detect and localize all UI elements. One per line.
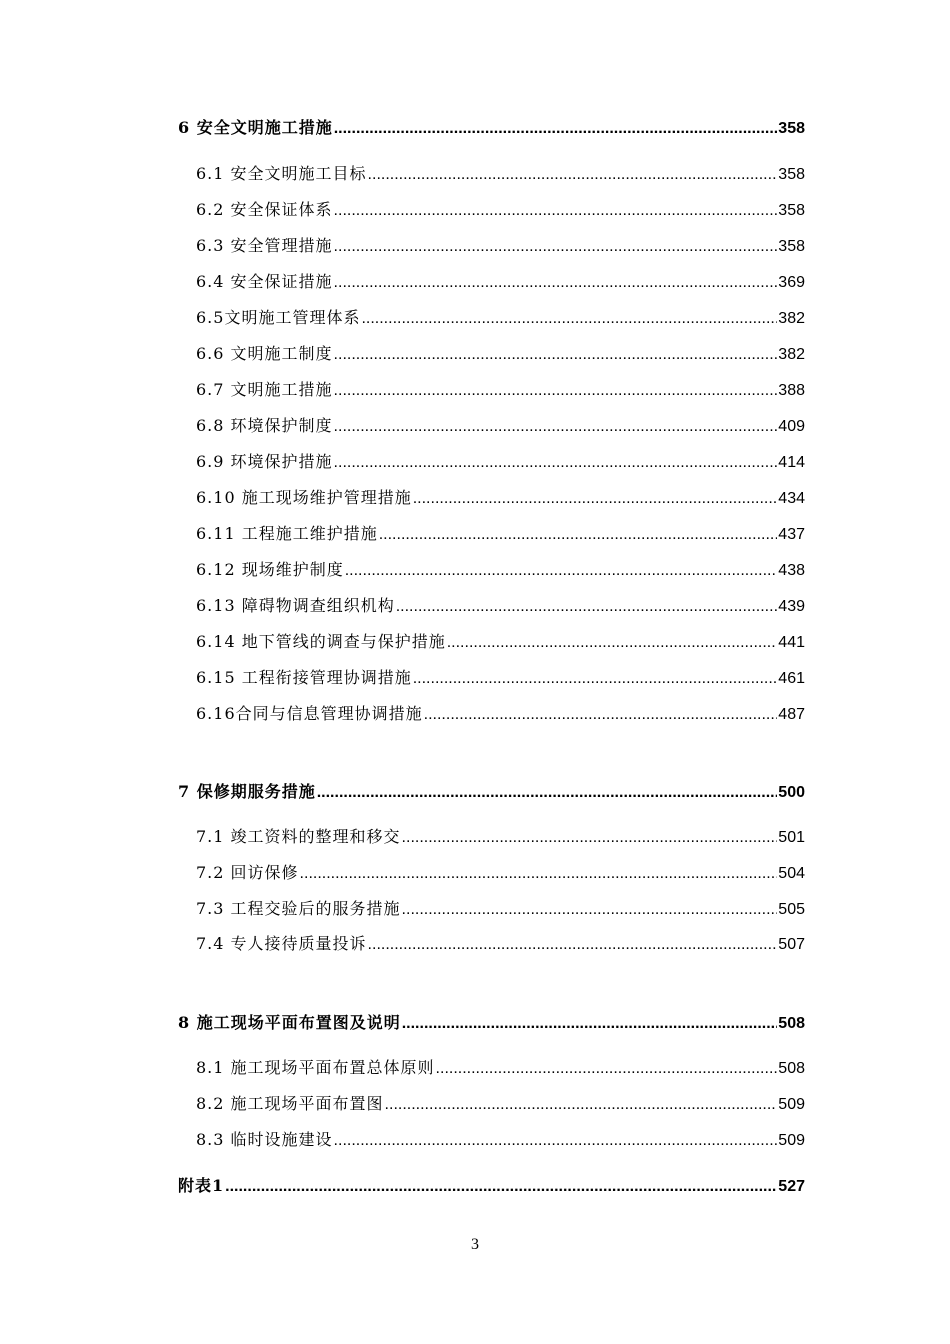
dot-leader	[402, 901, 778, 919]
toc-entry[interactable]	[0, 665, 950, 689]
toc-entry-page: 414	[778, 454, 805, 471]
toc-entry-label: 6.13 障碍物调查组织机构	[196, 596, 395, 615]
toc-entry-label: 6.12 现场维护制度	[196, 560, 344, 579]
dot-leader	[345, 562, 778, 580]
toc-entry[interactable]	[0, 449, 950, 473]
toc-entry-label: 6.6 文明施工制度	[196, 344, 333, 363]
toc-entry[interactable]	[0, 341, 950, 365]
toc-entry-page: 509	[778, 1096, 805, 1113]
toc-entry-page: 501	[778, 829, 805, 846]
toc-entry-page: 441	[778, 634, 805, 651]
toc-entry-page: 388	[778, 382, 805, 399]
toc-entry-label: 6.4 安全保证措施	[196, 272, 333, 291]
toc-entry[interactable]	[0, 593, 950, 617]
toc-entry[interactable]	[0, 377, 950, 401]
toc-entry-label: 8 施工现场平面布置图及说明	[178, 1013, 401, 1032]
dot-leader	[413, 670, 778, 688]
toc-entry-page: 382	[778, 346, 805, 363]
toc-entry-label: 6.14 地下管线的调查与保护措施	[196, 632, 446, 651]
dot-leader	[436, 1060, 778, 1078]
toc-entry-label: 8.1 施工现场平面布置总体原则	[196, 1058, 435, 1077]
toc-entry[interactable]	[0, 701, 950, 725]
dot-leader	[368, 936, 778, 954]
toc-entry[interactable]	[0, 1055, 950, 1079]
toc-entry[interactable]	[0, 161, 950, 185]
toc-entry-page: 504	[778, 865, 805, 882]
toc-entry-page: 358	[778, 202, 805, 219]
toc-entry[interactable]	[0, 931, 950, 955]
toc-entry-label: 6.3 安全管理措施	[196, 236, 333, 255]
toc-entry-page: 439	[778, 598, 805, 615]
toc-entry-label: 6.11 工程施工维护措施	[196, 524, 378, 543]
toc-entry-label: 7 保修期服务措施	[178, 782, 316, 801]
dot-leader	[385, 1096, 778, 1114]
toc-entry-page: 358	[778, 120, 805, 137]
toc-entry-page: 358	[778, 166, 805, 183]
dot-leader	[334, 202, 778, 220]
toc-entry[interactable]	[0, 1091, 950, 1115]
toc-entry[interactable]	[0, 824, 950, 848]
dot-leader	[334, 120, 778, 138]
toc-entry[interactable]	[0, 1127, 950, 1151]
dot-leader	[334, 418, 778, 436]
toc-entry[interactable]	[0, 557, 950, 581]
toc-entry-label: 6 安全文明施工措施	[178, 118, 333, 137]
toc-entry[interactable]	[0, 233, 950, 257]
toc-entry[interactable]	[0, 860, 950, 884]
toc-entry-page: 509	[778, 1132, 805, 1149]
toc-entry-label: 6.16合同与信息管理协调措施	[196, 704, 423, 723]
dot-leader	[379, 526, 778, 544]
toc-entry-label: 7.3 工程交验后的服务措施	[196, 899, 401, 918]
dot-leader	[361, 310, 777, 328]
dot-leader	[300, 865, 778, 883]
dot-leader	[368, 166, 778, 184]
toc-entry[interactable]	[0, 1173, 950, 1197]
dot-leader	[413, 490, 778, 508]
page-number: 3	[471, 1236, 479, 1253]
toc-entry-label: 6.5文明施工管理体系	[196, 308, 361, 327]
dot-leader	[402, 1015, 778, 1033]
toc-entry[interactable]	[0, 197, 950, 221]
toc-entry-page: 508	[778, 1060, 805, 1077]
toc-entry-page: 438	[778, 562, 805, 579]
toc-entry-page: 382	[778, 310, 805, 327]
dot-leader	[396, 598, 778, 616]
toc-entry[interactable]	[0, 269, 950, 293]
toc-entry[interactable]	[0, 115, 950, 139]
dot-leader	[334, 454, 778, 472]
toc-entry[interactable]	[0, 779, 950, 803]
dot-leader	[225, 1178, 777, 1196]
toc-entry-label: 6.10 施工现场维护管理措施	[196, 488, 412, 507]
dot-leader	[334, 238, 778, 256]
toc-entry-label: 6.1 安全文明施工目标	[196, 164, 367, 183]
toc-entry-label: 6.8 环境保护制度	[196, 416, 333, 435]
toc-entry-label: 8.2 施工现场平面布置图	[196, 1094, 384, 1113]
toc-entry-page: 437	[778, 526, 805, 543]
toc-entry-label: 8.3 临时设施建设	[196, 1130, 333, 1149]
toc-entry[interactable]	[0, 629, 950, 653]
toc-entry-page: 358	[778, 238, 805, 255]
toc-entry[interactable]	[0, 521, 950, 545]
toc-entry-page: 369	[778, 274, 805, 291]
toc-entry-label: 7.4 专人接待质量投诉	[196, 934, 367, 953]
toc-entry[interactable]	[0, 1010, 950, 1034]
toc-entry[interactable]	[0, 896, 950, 920]
toc-entry-page: 508	[778, 1015, 805, 1032]
dot-leader	[424, 706, 778, 724]
dot-leader	[334, 1132, 778, 1150]
toc-entry-page: 507	[778, 936, 805, 953]
toc-entry-page: 487	[778, 706, 805, 723]
toc-entry-page: 527	[778, 1178, 805, 1195]
toc-entry-label: 7.1 竣工资料的整理和移交	[196, 827, 401, 846]
dot-leader	[317, 784, 778, 802]
toc-entry-label: 6.7 文明施工措施	[196, 380, 333, 399]
toc-entry-page: 409	[778, 418, 805, 435]
toc-entry-label: 6.15 工程衔接管理协调措施	[196, 668, 412, 687]
dot-leader	[334, 382, 778, 400]
dot-leader	[447, 634, 778, 652]
toc-entry-page: 461	[778, 670, 805, 687]
dot-leader	[334, 274, 778, 292]
toc-entry-label: 6.2 安全保证体系	[196, 200, 333, 219]
toc-entry-page: 500	[778, 784, 805, 801]
toc-entry-label: 附表1	[178, 1176, 225, 1195]
toc-entry-label: 6.9 环境保护措施	[196, 452, 333, 471]
toc-entry-label: 7.2 回访保修	[196, 863, 299, 882]
toc-entry[interactable]	[0, 413, 950, 437]
toc-entry[interactable]	[0, 305, 950, 329]
toc-entry[interactable]	[0, 485, 950, 509]
dot-leader	[402, 829, 778, 847]
toc-entry-page: 434	[778, 490, 805, 507]
dot-leader	[334, 346, 778, 364]
toc-entry-page: 505	[778, 901, 805, 918]
